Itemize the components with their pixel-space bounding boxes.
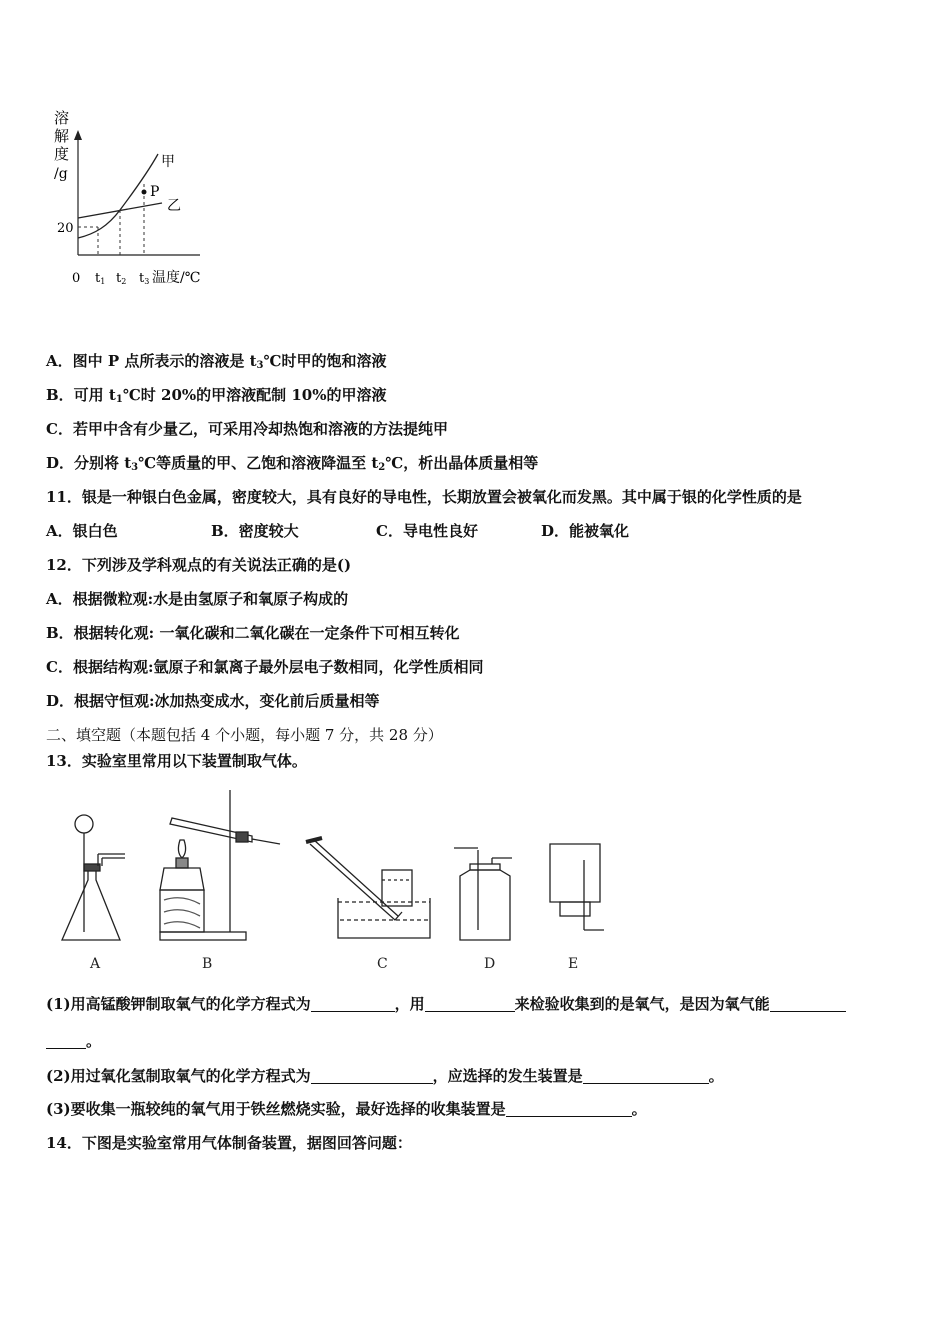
q12-option-d: D．根据守恒观:冰加热变成水，变化前后质量相等: [46, 692, 380, 710]
answer-blank[interactable]: [311, 996, 395, 1012]
apparatus-d: [454, 848, 512, 972]
x-tick-t3: t3: [139, 271, 150, 286]
q10-option-b: B．可用 $t_1℃$时 20%的甲溶液配制 10%的甲溶液: [46, 386, 387, 405]
q13-part2: (2)用过氧化氢制取氧气的化学方程式为 ，应选择的发生装置是 。: [46, 1067, 724, 1085]
point-p: [142, 190, 147, 195]
q14-stem: 14．下图是实验室常用气体制备装置，据图回答问题：: [46, 1134, 412, 1152]
q13-stem: 13．实验室里常用以下装置制取气体。: [46, 752, 307, 770]
label-jia: 甲: [161, 154, 175, 170]
label-a: A: [90, 956, 101, 972]
q12-option-a: A．根据微粒观:水是由氢原子和氧原子构成的: [46, 590, 349, 608]
apparatus-a: [62, 815, 125, 972]
apparatus-figure: [40, 780, 640, 980]
curve-jia: [78, 154, 158, 238]
y-axis-label-char: 度: [54, 145, 70, 163]
solubility-graph: [40, 100, 240, 300]
answer-blank[interactable]: [46, 1033, 86, 1049]
label-e: E: [568, 956, 579, 972]
q13-part1-cont: 。: [46, 1031, 101, 1051]
answer-blank[interactable]: [770, 996, 846, 1012]
label-yi: 乙: [167, 198, 181, 214]
q11-stem: 11．银是一种银白色金属，密度较大，具有良好的导电性，长期放置会被氧化而发黑。其中属于银的化学性质的是: [46, 488, 802, 506]
q11-option-b: B．密度较大: [211, 522, 299, 540]
answer-blank[interactable]: [311, 1068, 433, 1084]
q13-part3: (3)要收集一瓶较纯的氧气用于铁丝燃烧实验，最好选择的收集装置是 。: [46, 1100, 647, 1118]
x-tick-t2: t2: [116, 271, 127, 286]
apparatus-c: [306, 838, 430, 972]
x-axis-label: 温度/℃: [152, 270, 201, 286]
answer-blank[interactable]: [425, 996, 515, 1012]
q12-option-b: B．根据转化观: 一氧化碳和二氧化碳在一定条件下可相互转化: [46, 624, 460, 642]
q11-options: [46, 521, 629, 541]
y-axis-label-char: 解: [54, 127, 70, 145]
label-p: P: [150, 184, 160, 200]
label-c: C: [377, 956, 388, 972]
q12-option-c: C．根据结构观:氩原子和氯离子最外层电子数相同，化学性质相同: [46, 658, 484, 676]
y-tick-20: 20: [57, 221, 74, 236]
label-d: D: [484, 956, 496, 972]
q11-option-d: D．能被氧化: [541, 522, 630, 540]
q12-stem: 12．下列涉及学科观点的有关说法正确的是(): [46, 556, 352, 574]
q10-option-d: D．分别将 $t_3℃$等质量的甲、乙饱和溶液降温至 $t_2℃$，析出晶体质量相等: [46, 454, 539, 473]
answer-blank[interactable]: [583, 1068, 709, 1084]
q10-option-a: A．图中 P 点所表示的溶液是 $t_3℃$时甲的饱和溶液: [46, 352, 387, 371]
y-axis-arrow: [74, 130, 82, 140]
q11-option-a: A．银白色: [46, 522, 118, 540]
y-axis-label-char: 溶: [54, 109, 70, 127]
q10-option-c: C．若甲中含有少量乙，可采用冷却热饱和溶液的方法提纯甲: [46, 420, 448, 438]
answer-blank[interactable]: [506, 1101, 632, 1117]
q11-option-c: C．导电性良好: [376, 522, 478, 540]
apparatus-b: [160, 790, 280, 972]
y-axis-label-char: /g: [54, 166, 68, 182]
apparatus-e: [550, 844, 604, 972]
q13-part1: (1)用高锰酸钾制取氧气的化学方程式为 ，用 来检验收集到的是氧气，是因为氧气能: [46, 994, 846, 1014]
x-origin: 0: [72, 271, 81, 286]
x-tick-t1: t1: [95, 271, 106, 286]
label-b: B: [202, 956, 213, 972]
section2-heading: 二、填空题（本题包括 4 个小题，每小题 7 分，共 28 分）: [46, 726, 443, 744]
